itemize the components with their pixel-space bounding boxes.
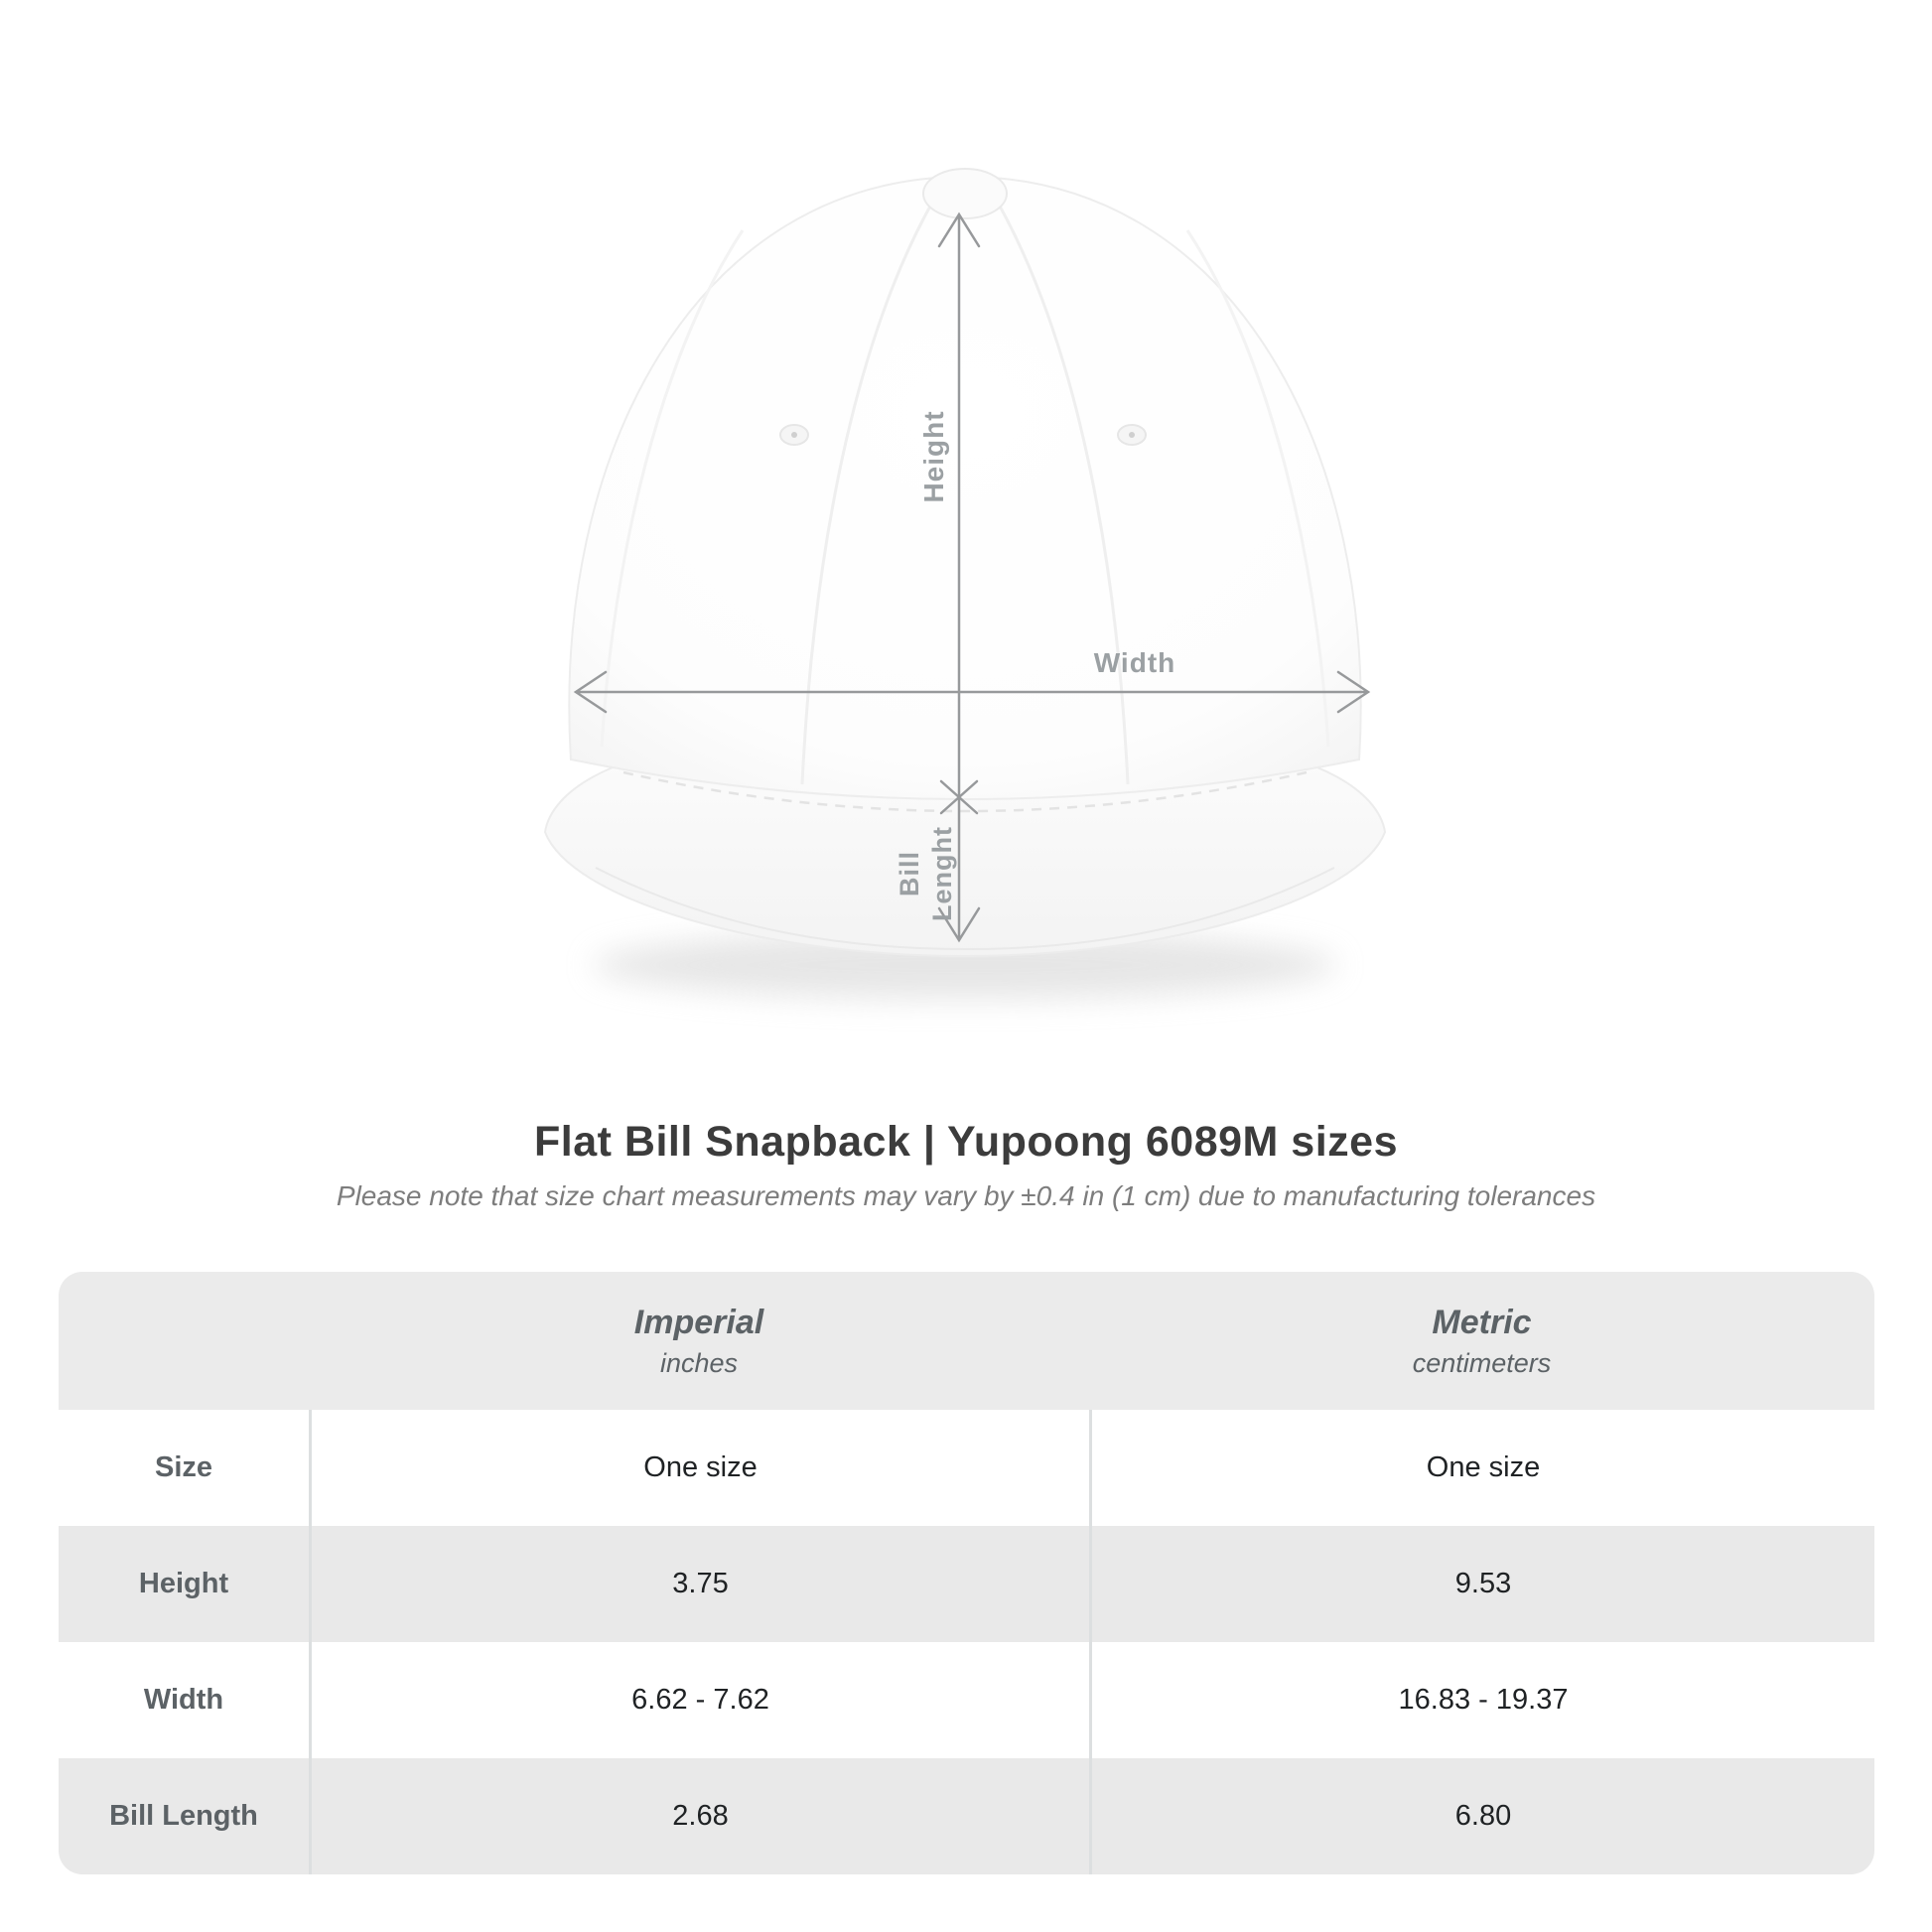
imperial-value: One size: [309, 1410, 1089, 1526]
header-imperial: [309, 1304, 1089, 1379]
header-metric: [1089, 1304, 1874, 1379]
metric-unit: centimeters: [1412, 1347, 1552, 1378]
metric-value: 6.80: [1089, 1758, 1874, 1874]
hat-button: [923, 169, 1007, 218]
heading: [0, 1118, 1932, 1212]
hat-eyelet-left: [780, 425, 808, 445]
metric-title: Metric: [1432, 1303, 1532, 1341]
row-label: Bill Length: [109, 1800, 258, 1832]
table-row-width: [59, 1642, 1874, 1758]
height-dimension-label: Height: [918, 410, 949, 503]
metric-value: 9.53: [1089, 1526, 1874, 1642]
metric-value: 16.83 - 19.37: [1089, 1642, 1874, 1758]
width-dimension-label: Width: [1093, 647, 1176, 678]
table-row-height: [59, 1526, 1874, 1642]
bill-label-line1: Bill: [895, 850, 925, 897]
table-header: [59, 1272, 1874, 1410]
table-row-size: [59, 1410, 1874, 1526]
table-row-bill-length: [59, 1758, 1874, 1874]
imperial-value: 6.62 - 7.62: [309, 1642, 1089, 1758]
imperial-value: 3.75: [309, 1526, 1089, 1642]
row-label: Height: [138, 1568, 229, 1599]
imperial-title: Imperial: [633, 1303, 764, 1341]
table-body: [59, 1410, 1874, 1874]
imperial-value: 2.68: [309, 1758, 1089, 1874]
hat-eyelet-right: [1118, 425, 1146, 445]
page-title: Flat Bill Snapback | Yupoong 6089M sizes: [534, 1118, 1398, 1166]
row-label: Size: [154, 1451, 213, 1483]
hat-crown: [569, 177, 1360, 799]
bill-length-dimension-label: [894, 826, 959, 921]
size-table: [59, 1272, 1874, 1874]
imperial-unit: inches: [659, 1347, 739, 1378]
row-label: Width: [143, 1684, 224, 1716]
tolerance-note: Please note that size chart measurements may vary by ±0.4 in (1 cm) due to manufacturing tolerances: [336, 1180, 1596, 1211]
metric-value: One size: [1089, 1410, 1874, 1526]
bill-label-line2: Lenght: [927, 826, 957, 921]
